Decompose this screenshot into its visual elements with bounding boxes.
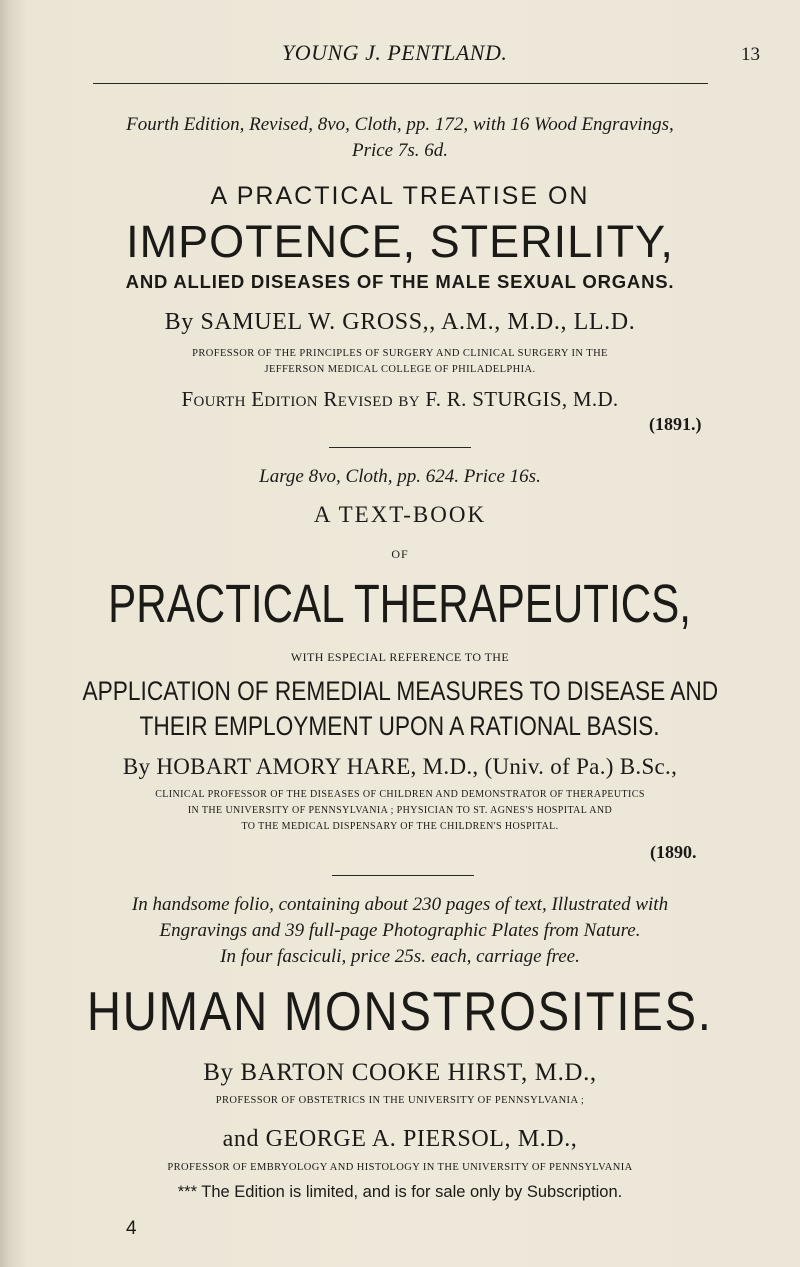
book3-author-1: By BARTON COOKE HIRST, M.D.,	[203, 1059, 597, 1086]
book3-author-1-description: PROFESSOR OF OBSTETRICS IN THE UNIVERSITY OF PENNSYLVANIA ;	[215, 1095, 585, 1106]
book3-author-2: and GEORGE A. PIERSOL, M.D.,	[222, 1126, 578, 1152]
divider-2	[332, 875, 474, 876]
book1-title-continuation: AND ALLIED DISEASES OF THE MALE SEXUAL ORGANS.	[125, 271, 675, 292]
book2-author: By HOBART AMORY HARE, M.D., (Univ. of Pa.) B.Sc.,	[122, 754, 678, 779]
book3-title-wrap	[0, 979, 800, 1043]
book3-title: HUMAN MONSTROSITIES.	[87, 980, 713, 1042]
book1-author-description-1: PROFESSOR OF THE PRINCIPLES OF SURGERY AND CLINICAL SURGERY IN THE	[192, 348, 608, 359]
signature-mark: 4	[126, 1218, 137, 1239]
book2-title-wrap	[0, 573, 800, 635]
book2-year: (1890.	[650, 842, 697, 862]
book1-author-description-2: JEFFERSON MEDICAL COLLEGE OF PHILADELPHIA.	[264, 364, 536, 375]
book2-subtitle-2-wrap	[0, 711, 800, 742]
book1-edition-line: Fourth Edition, Revised, 8vo, Cloth, pp. 172, with 16 Wood Engravings,	[126, 114, 674, 135]
book3-author-2-description: PROFESSOR OF EMBRYOLOGY AND HISTOLOGY IN THE UNIVERSITY OF PENNSYLVANIA	[167, 1162, 633, 1173]
book2-edition-line: Large 8vo, Cloth, pp. 624. Price 16s.	[259, 466, 541, 487]
book1-revision: Fourth Edition Revised by F. R. STURGIS, M.D.	[181, 387, 619, 411]
book3-description-2: Engravings and 39 full-page Photographic Plates from Nature.	[159, 920, 641, 941]
book2-author-description-3: TO THE MEDICAL DISPENSARY OF THE CHILDREN'S HOSPITAL.	[241, 821, 559, 832]
book2-subtitle-2: THEIR EMPLOYMENT UPON A RATIONAL BASIS.	[139, 711, 661, 741]
book2-pre-title: A TEXT-BOOK	[313, 502, 487, 527]
divider-1	[329, 447, 471, 448]
running-title: YOUNG J. PENTLAND.	[282, 40, 508, 65]
book2-subtitle-1-wrap	[0, 676, 800, 707]
book1-title: IMPOTENCE, STERILITY,	[126, 216, 674, 267]
book3-description-1: In handsome folio, containing about 230 pages of text, Illustrated with	[131, 894, 669, 915]
header-rule	[93, 83, 708, 84]
book1-price: Price 7s. 6d.	[351, 140, 449, 161]
book3-subscription-note: *** The Edition is limited, and is for sale only by Subscription.	[177, 1183, 623, 1201]
book2-with-reference: WITH ESPECIAL REFERENCE TO THE	[290, 650, 510, 664]
book2-author-description-1: CLINICAL PROFESSOR OF THE DISEASES OF CHILDREN AND DEMONSTRATOR OF THERAPEUTICS	[155, 789, 645, 800]
book2-title: PRACTICAL THERAPEUTICS,	[108, 574, 692, 634]
book1-author: By SAMUEL W. GROSS,, A.M., M.D., LL.D.	[164, 309, 636, 335]
book3-description-3: In four fasciculi, price 25s. each, carriage free.	[220, 946, 580, 967]
book2-author-description-2: IN THE UNIVERSITY OF PENNSYLVANIA ; PHYSICIAN TO ST. AGNES'S HOSPITAL AND	[187, 805, 613, 816]
book1-subtitle: A PRACTICAL TREATISE ON	[210, 182, 590, 210]
book2-subtitle-1: APPLICATION OF REMEDIAL MEASURES TO DISEASE AND	[82, 676, 718, 706]
page-number: 13	[741, 44, 760, 65]
book1-year: (1891.)	[649, 414, 702, 434]
book2-of: OF	[391, 547, 409, 561]
